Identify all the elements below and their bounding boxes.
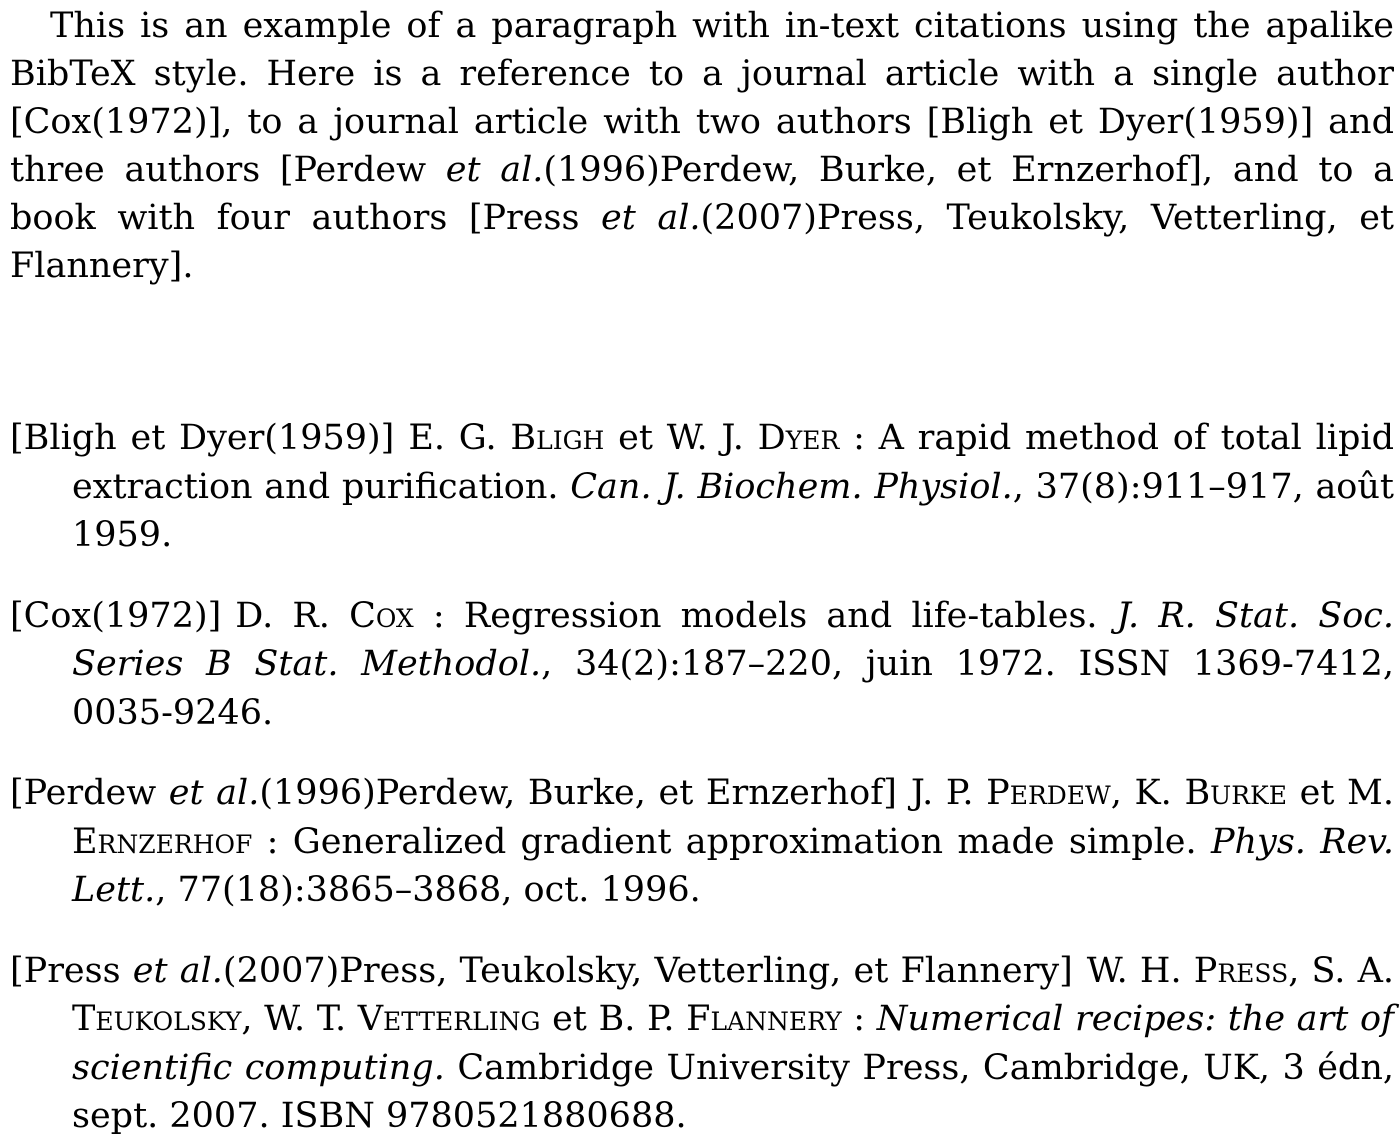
citation-etal: et al.	[600, 198, 701, 238]
bib-key: [Cox(1972)]	[10, 595, 222, 636]
author-separator: et	[604, 418, 667, 458]
author-initials: W. J.	[666, 418, 758, 458]
bib-details: , 34(2):187–220, juin 1972. ISSN 1369-7412, 0035-9246.	[72, 644, 1394, 733]
author-lastname: Teukolsky	[72, 999, 242, 1039]
author-initials: W. T.	[264, 999, 358, 1039]
bib-title: A rapid method of total lipid extraction and purification.	[72, 418, 1395, 507]
author-initials: M.	[1347, 773, 1394, 813]
author-lastname: Flannery	[686, 999, 842, 1039]
bib-entry-cox	[10, 592, 1394, 738]
author-initials: K.	[1134, 773, 1185, 813]
author-separator: ,	[241, 999, 265, 1039]
bib-title: Generalized gradient approximation made simple.	[292, 821, 1211, 862]
bib-key	[10, 951, 1073, 991]
bib-journal: Can. J. Biochem. Physiol.	[570, 466, 1013, 507]
bib-key-part: [Press	[10, 950, 133, 991]
document-page	[10, 0, 1395, 1136]
bib-key-part: (2007)Press, Teukolsky, Vetterling, et Flannery]	[222, 950, 1073, 991]
colon: :	[252, 821, 293, 862]
bib-details: Cambridge University Press, Cambridge, UK, 3 édn, sept. 2007. ISBN 9780521880688.	[72, 1047, 1395, 1136]
bib-journal: J. R. Stat. Soc. Series B Stat. Methodol.	[72, 595, 1395, 684]
author-lastname: Vetterling	[357, 999, 541, 1039]
colon: :	[841, 999, 877, 1039]
author-initials: J. P.	[910, 773, 987, 813]
bib-title: Numerical recipes: the art of scientific computing.	[72, 999, 1394, 1088]
citation-bligh[interactable]: [Bligh et Dyer(1959)]	[926, 102, 1314, 142]
citation-part: (2007)Press, Teukolsky, Vetterling, et Flannery]	[10, 198, 1394, 286]
bib-key-part: (1996)Perdew, Burke, et Ernzerhof]	[259, 773, 897, 813]
body-paragraph	[10, 0, 1394, 290]
bibliography	[10, 414, 1394, 1141]
author-initials: W. H.	[1086, 950, 1194, 991]
colon: :	[839, 418, 879, 458]
author-lastname: Dyer	[757, 418, 840, 458]
citation-perdew[interactable]	[280, 150, 1202, 190]
author-initials: B. P.	[598, 999, 687, 1039]
bib-entry-press	[10, 947, 1394, 1141]
author-separator: ,	[1110, 773, 1135, 813]
bib-key-etal: et al.	[132, 950, 223, 991]
bib-details: , 77(18):3865–3868, oct. 1996.	[155, 870, 701, 910]
author-lastname: Bligh	[510, 418, 605, 458]
author-initials: S. A.	[1311, 950, 1394, 991]
bib-key-part: [Perdew	[10, 773, 169, 813]
citation-cox[interactable]: [Cox(1972)]	[10, 102, 222, 142]
author-lastname: Ernzerhof	[72, 821, 253, 862]
bib-key	[10, 773, 897, 813]
paragraph-text: .	[182, 246, 194, 286]
citation-part: [Perdew	[279, 150, 446, 190]
author-separator: ,	[1288, 950, 1312, 991]
paragraph-text: , and to a book with four authors	[10, 150, 1395, 238]
paragraph-text: This is an example of a paragraph with in-text citations using the apalike BibTeX style. Here is a reference to a journal article with a single author	[10, 6, 1394, 94]
author-initials: E. G.	[408, 418, 511, 458]
citation-part: (1996)Perdew, Burke, et Ernzerhof]	[543, 150, 1203, 190]
bib-journal: Phys. Rev. Lett.	[72, 821, 1395, 910]
bib-details: , 37(8):911–917, août 1959.	[72, 466, 1394, 555]
author-initials: D. R.	[235, 595, 350, 636]
bib-entry-perdew	[10, 769, 1394, 915]
citation-part: [Press	[468, 198, 601, 238]
author-lastname: Burke	[1184, 773, 1287, 813]
author-separator: et	[540, 999, 599, 1039]
bib-entry-bligh	[10, 414, 1394, 560]
colon: :	[413, 595, 464, 636]
paragraph-text: , to a journal article with two authors	[221, 102, 927, 142]
bib-title: Regression models and life-tables.	[463, 595, 1117, 636]
author-separator: et	[1286, 773, 1348, 813]
author-lastname: Press	[1193, 950, 1289, 991]
paragraph-text: and three authors	[10, 102, 1394, 190]
citation-etal: et al.	[445, 150, 544, 190]
author-lastname: Perdew	[986, 773, 1111, 813]
author-lastname: Cox	[349, 595, 414, 636]
bib-key-etal: et al.	[168, 773, 260, 813]
bib-key: [Bligh et Dyer(1959)]	[10, 418, 395, 458]
